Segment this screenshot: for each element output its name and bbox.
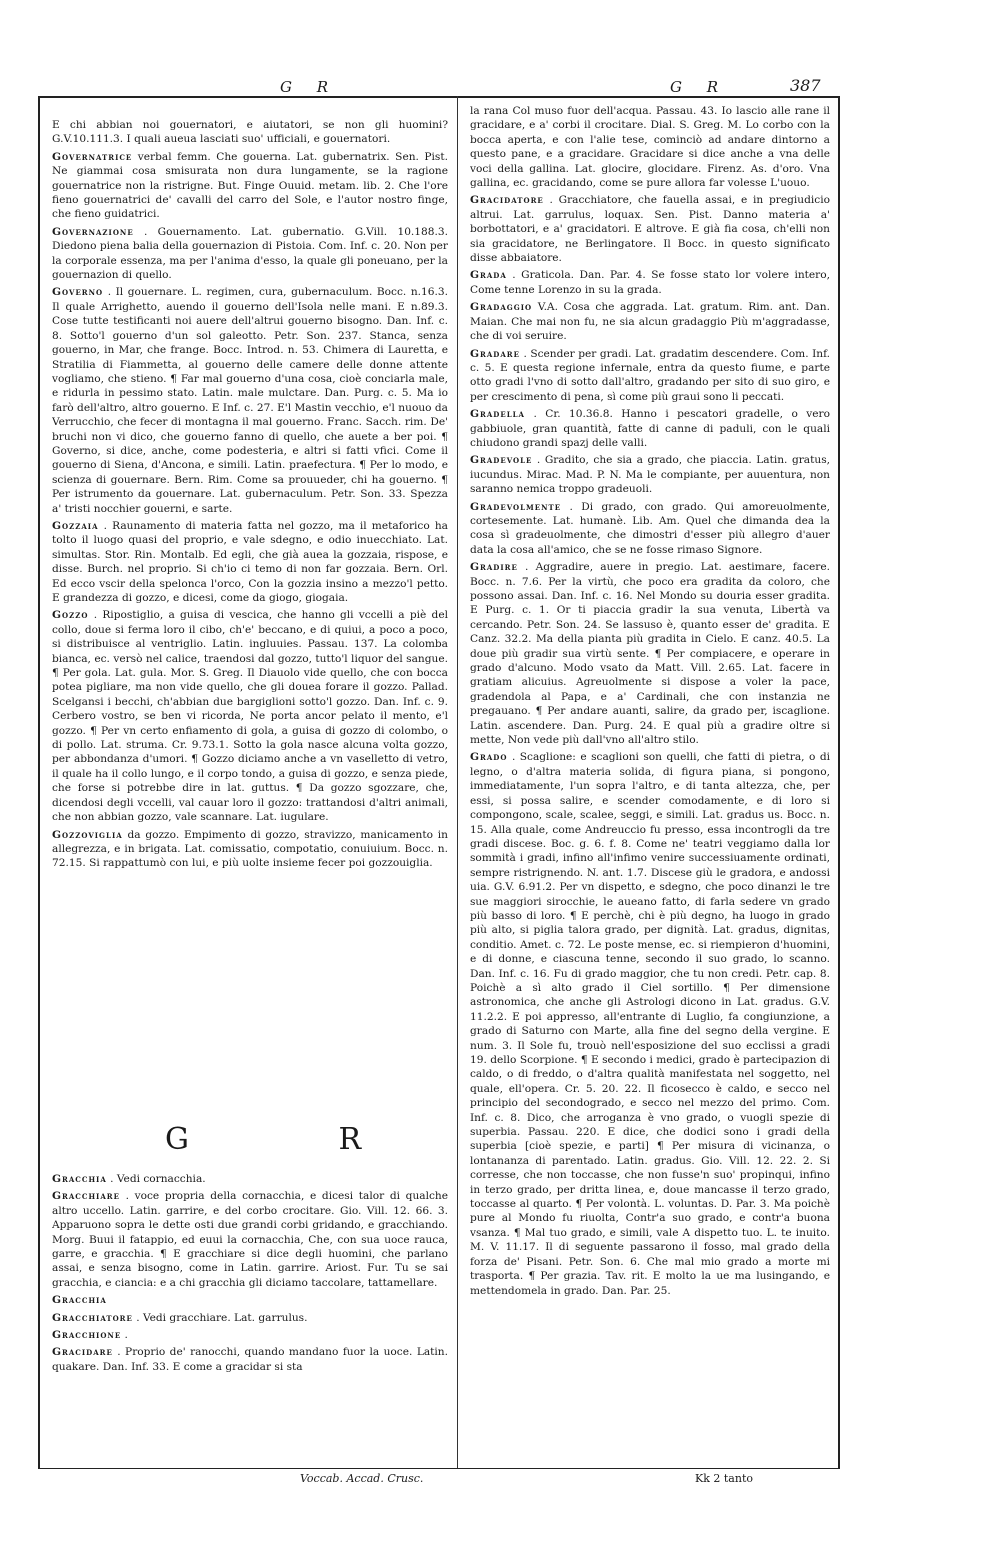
entry-text: . Gouernamento. Lat. gubernatio. G.Vill. 10.188.3. Diedono piena balia della gouernazion di Pistoia. Com. Inf. c. 20. Non per la corporale essenza, ma per l'anima d'esso, la quale gli poneuano, per la gouernazion di quello. — [52, 225, 448, 282]
entry-paragraph — [52, 1311, 448, 1325]
entry-text: . Graticola. Dan. Par. 4. Se fosse stato lor volere intero, Come tenne Lorenzo in su la grada. — [470, 269, 830, 296]
dictionary-entry — [470, 560, 830, 747]
entry-headword: Gradire — [470, 561, 518, 574]
entry-paragraph — [470, 407, 830, 450]
entry-paragraph — [470, 300, 830, 343]
entry-headword: Gracchia — [52, 1294, 107, 1307]
top-rule — [38, 96, 840, 98]
entry-headword: Gradare — [470, 347, 520, 360]
running-head-right: G R — [670, 78, 729, 96]
entry-paragraph — [470, 347, 830, 405]
dictionary-entry — [470, 500, 830, 558]
entry-paragraph — [470, 750, 830, 1297]
entry-text: . — [124, 1329, 128, 1342]
entry-headword: Gozzo — [52, 609, 89, 622]
entry-text: la rana Col muso fuor dell'acqua. Passau. 43. Io lascio alle rane il gracidare, e a' corbi il crocitare. Dial. S. Greg. M. Lo corbo con la bocca aperta, e con l'alie tese, cominciò ad andare dintorno a questo pane, e a gracidare. Gracidare si dice anche a vna delle voci della gallina. Lat. glocire, glocidare. Firenz. As. d'oro. Vna gallina, ec. gracidando, come se pure allora far volesse L'uouo. — [470, 105, 830, 190]
dictionary-entry — [52, 150, 448, 222]
running-head-left: G R — [280, 78, 339, 96]
entry-headword: Gozzoviglia — [52, 828, 123, 841]
entry-paragraph — [52, 118, 448, 147]
dictionary-entry — [52, 285, 448, 516]
entry-paragraph — [52, 608, 448, 824]
entry-paragraph — [52, 519, 448, 605]
entry-text: . Scender per gradi. Lat. gradatim descendere. Com. Inf. c. 5. E questa regione infernale, entra da questo fiume, e parte otto gradi l'vno di sotto dall'altro, gradando per sito di suo giro, e per crescimento di pena, sì come più graui sono li peccati. — [470, 347, 830, 403]
entry-headword: Gracchiare — [52, 1190, 120, 1203]
left-column — [52, 118, 448, 874]
dictionary-entry — [52, 608, 448, 824]
column-divider — [457, 96, 458, 1468]
entry-paragraph — [470, 268, 830, 297]
dictionary-entry — [52, 225, 448, 283]
section-heading: G R — [165, 1122, 432, 1157]
dictionary-entry — [52, 519, 448, 605]
dictionary-entry — [52, 828, 448, 871]
dictionary-entry — [470, 453, 830, 496]
entry-text: . Gracchiatore, che fauella assai, e in pregiudicio altrui. Lat. garrulus, loquax. Sen. Pist. Danno materia a' borbottatori, e a' gracidatori. E altrove. E già fia cosa, ch'elli non sia gracidatore, ne Berlingatore. Il Bocc. in questo significato disse abbaiatore. — [470, 194, 830, 265]
entry-paragraph — [470, 104, 830, 190]
entry-text: . voce propria della cornacchia, e dicesi talor di qualche altro uccello. Latin. garrire, e del corbo crocitare. Gio. Vill. 12. 66. 3. Apparuono sopra le dette osti due grandi corbi gridando, e gracchiando. Morg. Buui il fatappio, ed euui la cornacchia, Che, con sua uoce rauca, garre, e gracchia. ¶ E gracchiare si dice degli huomini, che parlano assai, e senza bisogno, come in Latin. garrire. Ariost. Fur. Tu se sai gracchia, e ciancia: e a chi gracchia gli diciamo taccolare, tattamellare. — [52, 1190, 448, 1289]
right-column — [470, 104, 830, 1466]
dictionary-entry — [470, 300, 830, 343]
dictionary-entry — [470, 347, 830, 405]
entry-text: . Gradito, che sia a grado, che piaccia. Latin. gratus, iucundus. Mirac. Mad. P. N. Ma le compiante, per auuentura, non saranno nemica troppo gradeuoli. — [470, 454, 830, 496]
entry-headword: Gozzaia — [52, 519, 99, 532]
entry-text: da gozzo. Empimento di gozzo, stravizzo, manicamento in allegrezza, e in brigata. Lat. comissatio, compotatio, conuiuium. Bocc. n. 72.15. Si rappattumò con lui, e più uolte insieme fecer poi gozzouiglia. — [52, 828, 448, 870]
dictionary-entry — [52, 1328, 448, 1342]
left-rule — [38, 96, 40, 1468]
entry-headword: Grado — [470, 751, 508, 764]
dictionary-entry — [52, 1345, 448, 1374]
entry-paragraph — [470, 500, 830, 558]
entry-text: . Cr. 10.36.8. Hanno i pescatori gradelle, o vero gabbiuole, gran quantità, fatte di canne di paduli, con le quali chiudono grandi spazj delle valli. — [470, 408, 830, 449]
entry-text: . Proprio de' ranocchi, quando mandano fuor la uoce. Latin. quakare. Dan. Inf. 33. E come a gracidar si sta — [52, 1346, 448, 1373]
entry-headword: Governazione — [52, 225, 134, 238]
dictionary-entry — [52, 118, 448, 147]
entry-paragraph — [470, 193, 830, 265]
dictionary-entry — [470, 193, 830, 265]
entry-headword: Gracchiatore — [52, 1311, 133, 1324]
dictionary-entry — [470, 407, 830, 450]
entry-headword: Gradevolmente — [470, 500, 562, 513]
entry-text: . Ripostiglio, a guisa di vescica, che hanno gli vccelli a piè del collo, doue si ferma loro il cibo, ch'e' beccano, e di quiui, a poco a poco, si distribuisce al ventriglio. Latin. ingluuies. Passau. 137. La colomba bianca, ec. versò nel calice, traendosi dal gozzo, tutto'l liquor del sangue. ¶ Per gola. Lat. gula. Mor. S. Greg. Il Diauolo vide quello, che con bocca potea pigliare, ma non vide quello, che gli douea forare il gozzo. Pallad. Scelgansi i becchi, ch'abbian due bargiglioni sotto'l gozzo. Dan. Inf. c. 9. Cerbero vostro, se ben vi ricorda, Ne porta ancor pelato il mento, e'l gozzo. ¶ Per vn certo enfiamento di gola, a guisa di gozzo di colombo, o di pollo. Lat. struma. Cr. 9.73.1. Sotto la gola nasce alcuna volta gozzo, per abbondanza d'umori. ¶ Gozzo diciamo anche a vn vaselletto di vetro, il quale ha il collo lungo, e il corpo tondo, a guisa di gozzo, e senza piede, che forse si potrebbe dire in lat. guttus. ¶ Da gozzo sgozzare, che, dicendosi degli vccelli, val cauar loro il gozzo: trattandosi d'altri animali, che non abbian gozzo, vale scannare. Lat. iugulare. — [52, 609, 448, 824]
entry-headword: Gracchione — [52, 1329, 122, 1342]
page-number: 387 — [790, 76, 821, 95]
entry-paragraph — [470, 453, 830, 496]
dictionary-entry — [52, 1311, 448, 1325]
entry-headword: Gracidatore — [470, 194, 544, 207]
left-column-lower — [52, 1172, 448, 1377]
entry-text: . Aggradire, auere in pregio. Lat. aestimare, facere. Bocc. n. 7.6. Per la virtù, che poco era gradita da coloro, che possono assai. Dan. Inf. c. 16. Nel Mondo su douria esser gradita. E Purg. c. 1. Or ti piaccia gradir la sua venuta, Libertà va cercando. Petr. Son. 24. Se lassuso è, quanto esser de' gradita. E Canz. 32.2. Ma della pianta più gradita in Cielo. E canz. 40.5. La doue più gradir sua virtù sente. ¶ Per compiacere, e operare in grado d'alcuno. Modo vsato da Matt. Vill. 2.65. Lat. facere in gratiam alicuius. Agreuolmente si dispose a voler la pace, gradendola al Papa, e a' Cardinali, che con instanzia ne pregauano. ¶ Per andare auanti, salire, da grado per, iscaglione. Latin. ascendere. Dan. Purg. 24. E qual più a gradire oltre si mette, Non vede più dall'vno all'altro stilo. — [470, 561, 830, 747]
entry-text: . Il gouernare. L. regimen, cura, gubernaculum. Bocc. n.16.3. Il quale Arrighetto, auendo il gouerno dell'Isola nelle mani. E n.89.3. Cose tutte testificanti noi auere dell'altrui gouerno bisogno. Dan. Inf. c. 8. Sotto'l gouerno d'un sol galeotto. Petr. Son. 237. Stanca, senza gouerno, in Mar, che frange. Bocc. Introd. n. 53. Chimera di Lauretta, e Stratilia di Fiammetta, al gouerno delle camere delle donne attente vogliamo, che stieno. ¶ Far mal gouerno d'una cosa, cioè conciarla male, e ridurla in pessimo stato. Latin. male mulctare. Dan. Purg. c. 5. Ma io farò dell'altro, altro gouerno. E Inf. c. 27. E'l Mastin vecchio, e'l nuouo da Verrucchio, che fecer di montagna il mal gouerno. Franc. Sacch. rim. De' bruchi non vi dico, che gouerno fanno di quello, che auete a ber poi. ¶ Governo, si dice, anche, come podesteria, e altri si fatti vfici. Come il gouerno di Siena, d'Ancona, e simili. Latin. praefectura. ¶ Per lo modo, e scienza di gouernare. Bern. Rim. Come sa prouueder, chi ha gouerno. ¶ Per istrumento da gouernare. Lat. gubernaculum. Petr. Son. 33. Spezza a' tristi nocchier gouerni, e sarte. — [52, 286, 448, 515]
footer-catchword: Kk 2 tanto — [695, 1472, 753, 1485]
entry-headword: Gradella — [470, 408, 525, 421]
entry-paragraph — [52, 225, 448, 283]
entry-paragraph — [52, 1172, 448, 1186]
entry-text: verbal femm. Che gouerna. Lat. gubernatrix. Sen. Pist. Ne giammai cosa smisurata non dura lungamente, se la ragione gouernatrice non la ristrigne. But. Finge Ouuid. metam. lib. 2. Che l'ore fieno gouernatrici de' cavalli del carro del Sole, e l'autor nostro finge, che fieno guidatrici. — [52, 150, 448, 221]
entry-text: . Vedi cornacchia. — [110, 1173, 206, 1185]
entry-text: . Di grado, con grado. Qui amoreuolmente, cortesemente. Lat. humanè. Lib. Am. Quel che dimanda dea la cosa sì gradeuolmente, che dimostri d'esser più allegro d'auer data la cosa all'amico, che se ne fosse rimaso Signore. — [470, 500, 830, 556]
entry-text: E chi abbian noi gouernatori, e aiutatori, se non gli huomini? G.V.10.111.3. I quali aueua lasciati suo' ufficiali, e gouernatori. — [52, 119, 448, 146]
dictionary-entry — [52, 1293, 448, 1307]
dictionary-entry — [52, 1172, 448, 1186]
entry-paragraph — [52, 828, 448, 871]
right-rule — [838, 96, 840, 1468]
entry-text: V.A. Cosa che aggrada. Lat. gratum. Rim. ant. Dan. Maian. Che mai non fu, ne sia alcun gradaggio Più m'aggradasse, che di voi seruire. — [470, 301, 830, 343]
entry-headword: Gracidare — [52, 1346, 113, 1359]
entry-text: . Vedi gracchiare. Lat. garrulus. — [136, 1311, 308, 1324]
entry-headword: Grada — [470, 269, 507, 282]
entry-paragraph — [52, 150, 448, 222]
entry-text: . Raunamento di materia fatta nel gozzo, ma il metaforico ha tolto il luogo quasi del proprio, e vale sdegno, e odio inuecchiato. Lat. simultas. Stor. Rin. Montalb. Ed egli, che già auea la gozzaia, rispose, e disse. Burch. nel proprio. Si ch'io ci temo di non far gozzaia. Bern. Orl. Ed ecco vscir della spelonca l'orco, Con la gozzia insino a mezzo'l petto. E grandezza di gozzo, e dicesi, come da giogo, giogaia. — [52, 519, 448, 604]
entry-paragraph — [52, 1293, 448, 1307]
dictionary-entry — [470, 268, 830, 297]
entry-paragraph — [52, 1328, 448, 1342]
dictionary-entry — [470, 750, 830, 1297]
entry-headword: Governatrice — [52, 150, 133, 163]
entry-headword: Gracchia — [52, 1173, 107, 1185]
entry-headword: Gradevole — [470, 454, 533, 467]
entry-paragraph — [52, 1345, 448, 1374]
entry-headword: Governo — [52, 286, 104, 299]
footer-signature: Voccab. Accad. Crusc. — [300, 1472, 424, 1485]
bottom-rule — [38, 1468, 840, 1469]
entry-paragraph — [52, 285, 448, 516]
dictionary-entry — [52, 1189, 448, 1290]
entry-paragraph — [52, 1189, 448, 1290]
dictionary-entry — [470, 104, 830, 190]
entry-text: . Scaglione: e scaglioni son quelli, che fatti di pietra, o di legno, o d'altra materia solida, di figura piana, si pongono, immediatamente, l'un sopra l'altro, e di tanta altezza, che, per essi, si possa salire, e scender comodamente, e di loro si compongono, scale, scalee, seggi, e simili. Lat. gradus us. Bocc. n. 15. Alla quale, come Andreuccio fu presso, essa incontrogli da tre gradi discese. Boc. g. 6. f. 8. Come ne' teatri veggiamo dalla lor sommità i gradi, infino all'infimo venire successiuamente ordinati, sempre ristrignendo. N. ant. 1.7. Discese giù le gradora, e andossi uia. G.V. 6.91.2. Per vn dispetto, e sdegno, che poco dinanzi le tre sue maggiori sirocchie, le aueano fatto, di farla sedere vn grado più basso di loro. ¶ E perchè, chi è più degno, ha luogo in grado più alto, si piglia talora grado, per dignità. Lat. gradus, dignitas, conditio. Amet. c. 72. Le poste mense, ec. si riempieron d'huomini, e di donne, e ciascuna tenne, secondo il suo grado, lo scanno. Dan. Inf. c. 16. Fu di grado maggior, che tu non credi. Petr. cap. 8. Poichè a sì alto grado il Ciel sortillo. ¶ Per dimensione astronomica, che anche gli Astrologi dicono in Lat. gradus. G.V. 11.2.2. E poi appresso, all'entrante di Luglio, fa congiunzione, a grado di Saturno con Marte, alla fine del segno della vergine. E num. 3. Il Sole fu, trouò nell'esposizione del suo ecclissi a gradi 19. dello Scorpione. ¶ E secondo i medici, grado è partecipazion di caldo, o di freddo, o d'altra qualità manifestata nel soggetto, nel quale, ell'opera. Cr. 5. 20. 22. Il ficosecco è caldo, e secco nel principio del secondogrado, e secco nel mezzo del primo. Com. Inf. c. 8. Dico, che arroganza è vno grado, o vuogli spezie di superbia. Passau. 220. E dice, che dodici sono i gradi della superbia [cioè spezie, e parti] ¶ Per misura di vicinanza, o lontananza di parentado. Latin. gradus. Gio. Vill. 12. 22. 2. Si corresse, che non toccasse, che non fusse'n suo' propinqui, infino in terzo grado, per dritta linea, e, doue mancasse il terzo grado, toccasse al quarto. ¶ Per volontà. L. voluntas. D. Par. 3. Ma poichè pure al Mondo fu riuolta, Contr'a suo grado, e contr'a buona vsanza. ¶ Mal tuo grado, e simili, vale A dispetto tuo. L. te inuito. M. V. 11.17. Il di seguente passarono il fosso, mal grado della forza de' Pisani. Petr. Son. 6. Che mal mio grado a morte mi trasporta. ¶ Per grazia. Tav. rit. E molto la ue ma lusingando, e mettendomela in grado. Dan. Par. 25. — [470, 751, 830, 1297]
entry-paragraph — [470, 560, 830, 747]
entry-headword: Gradaggio — [470, 301, 533, 314]
